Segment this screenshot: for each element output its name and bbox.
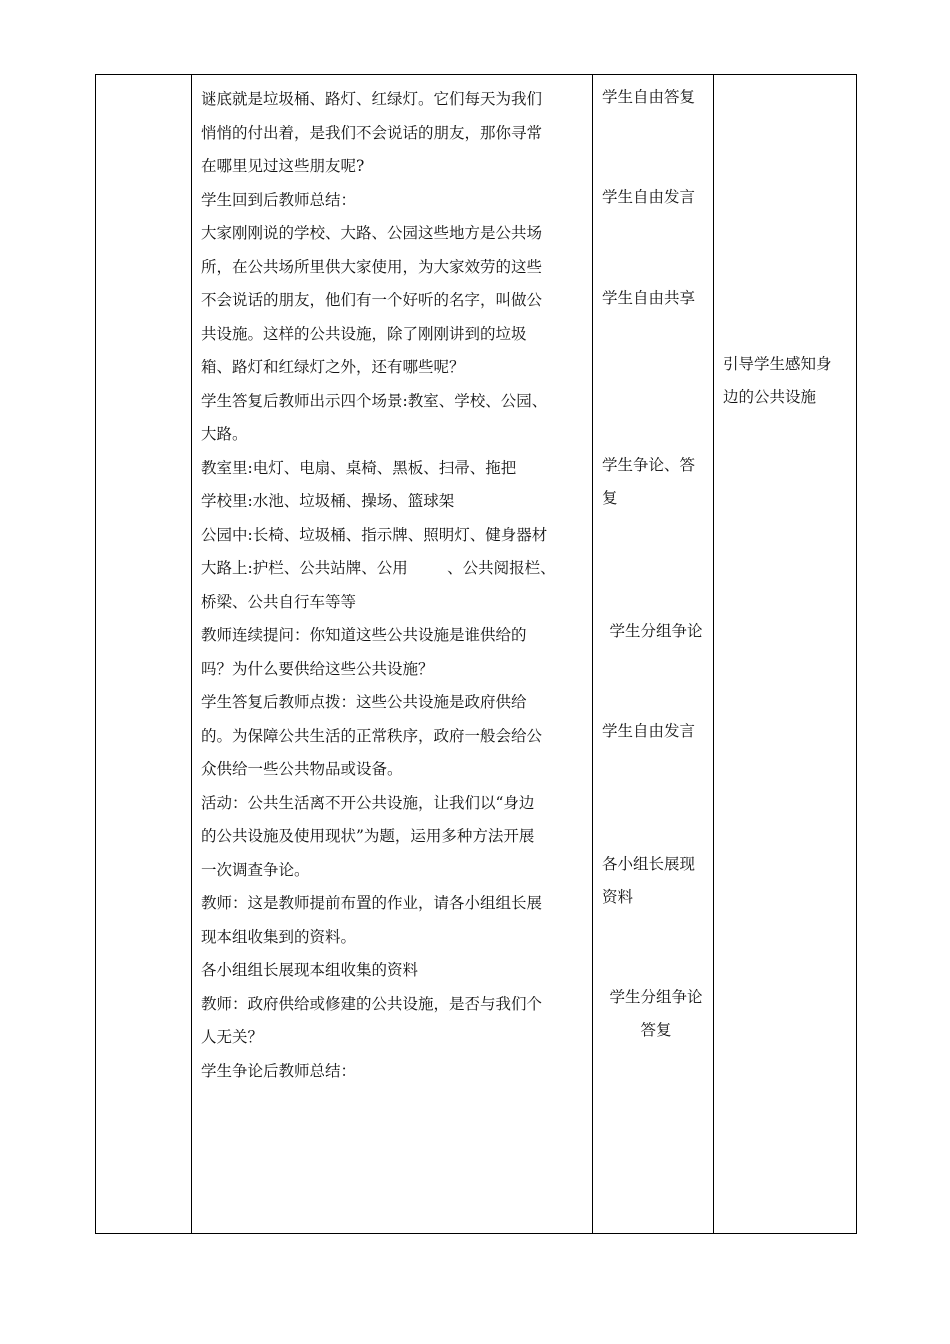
process-line: 公园中:长椅、垃圾桶、指示牌、照明灯、健身器材 bbox=[201, 525, 548, 544]
process-line: 在哪里见过这些朋友呢? bbox=[201, 157, 365, 175]
teaching-process-column bbox=[192, 75, 593, 1233]
process-line: 学生答复后教师出示四个场景:教室、学校、公园、 bbox=[201, 391, 548, 410]
process-line: 教室里:电灯、电扇、桌椅、黑板、扫帚、拖把 bbox=[201, 458, 517, 477]
process-line: 教师：政府供给或修建的公共设施，是否与我们个 bbox=[201, 994, 543, 1013]
activity-text: 复 bbox=[602, 489, 618, 507]
process-line: 教师连续提问：你知道这些公共设施是谁供给的 bbox=[201, 626, 527, 644]
process-line: 一次调查争论。 bbox=[201, 860, 310, 879]
process-line: 学生回到后教师总结： bbox=[201, 190, 357, 209]
process-line: 共设施。这样的公共设施，除了刚刚讲到的垃圾 bbox=[201, 324, 527, 343]
process-line: 各小组组长展现本组收集的资料 bbox=[201, 961, 419, 979]
design-intent-column bbox=[714, 75, 856, 1233]
activity-text: 各小组长展现 bbox=[602, 855, 696, 873]
process-line: 学校里:水池、垃圾桶、操场、篮球架 bbox=[201, 492, 455, 510]
process-line: 吗？为什么要供给这些公共设施？ bbox=[201, 659, 434, 678]
process-line: 不会说话的朋友，他们有一个好听的名字，叫做公 bbox=[201, 291, 543, 309]
process-line: 大路。 bbox=[201, 425, 248, 443]
process-line: 的。为保障公共生活的正常秩序，政府一般会给公 bbox=[201, 726, 543, 745]
activity-text: 学生争论、答 bbox=[602, 456, 696, 474]
process-line: 人无关？ bbox=[201, 1028, 264, 1046]
process-line: 悄悄的付出着，是我们不会说话的朋友，那你寻常 bbox=[201, 123, 543, 142]
process-line: 活动：公共生活离不开公共设施，让我们以“身边 bbox=[201, 793, 535, 812]
activity-text: 答复 bbox=[640, 1021, 672, 1039]
activity-text: 学生自由共享 bbox=[602, 289, 696, 307]
activity-text: 学生分组争论 bbox=[609, 622, 703, 640]
process-line: 大家刚刚说的学校、大路、公园这些地方是公共场 bbox=[201, 224, 543, 242]
process-line: 桥梁、公共自行车等等 bbox=[201, 592, 357, 611]
activity-text: 学生自由答复 bbox=[602, 88, 696, 106]
process-line: 众供给一些公共物品或设备。 bbox=[201, 760, 403, 778]
intent-text: 引导学生感知身 bbox=[723, 355, 832, 373]
lesson-table bbox=[95, 74, 857, 1234]
intent-text: 边的公共设施 bbox=[723, 388, 817, 406]
activity-text: 学生自由发言 bbox=[602, 722, 696, 740]
process-line: 学生答复后教师点拨：这些公共设施是政府供给 bbox=[201, 693, 527, 711]
process-line: 现本组收集到的资料。 bbox=[201, 927, 357, 946]
activity-text: 学生分组争论 bbox=[609, 988, 703, 1006]
stage-column bbox=[96, 75, 191, 1233]
process-line: 学生争论后教师总结： bbox=[201, 1061, 357, 1080]
process-line: 箱、路灯和红绿灯之外，还有哪些呢？ bbox=[201, 358, 465, 376]
process-line: 教师：这是教师提前布置的作业，请各小组组长展 bbox=[201, 894, 543, 912]
student-activity-column bbox=[593, 75, 713, 1233]
activity-text: 资料 bbox=[602, 888, 634, 906]
process-line: 所，在公共场所里供大家使用，为大家效劳的这些 bbox=[201, 257, 543, 276]
process-line: 谜底就是垃圾桶、路灯、红绿灯。它们每天为我们 bbox=[201, 90, 543, 108]
activity-text: 学生自由发言 bbox=[602, 188, 696, 206]
process-line: 的公共设施及使用现状”为题，运用多种方法开展 bbox=[201, 827, 535, 845]
process-line: 大路上:护栏、公共站牌、公用 、公共阅报栏、 bbox=[201, 559, 556, 577]
